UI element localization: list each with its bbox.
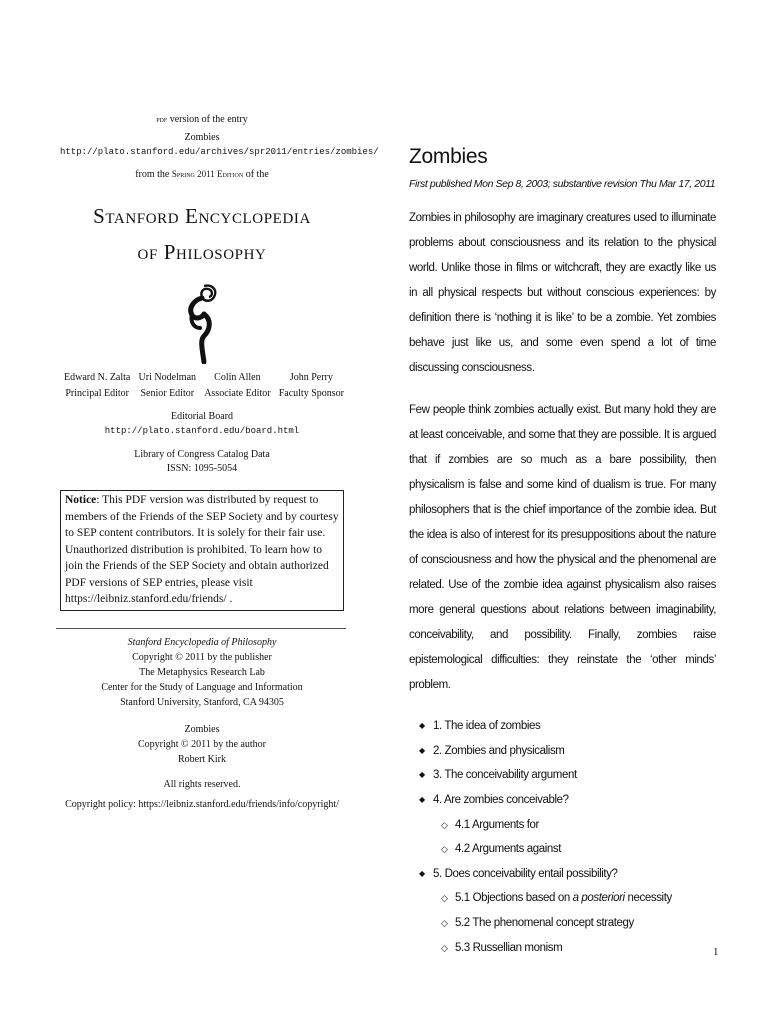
- publisher-center: Center for the Study of Language and Information: [101, 681, 303, 693]
- publication-info: First published Mon Sep 8, 2003; substantive revision Thu Mar 17, 2011: [409, 178, 716, 190]
- editor-name: Uri Nodelman: [138, 372, 197, 383]
- editorial-board-url[interactable]: http://plato.stanford.edu/board.html: [104, 426, 300, 436]
- toc-item[interactable]: [409, 862, 716, 887]
- toc-link[interactable]: 4.2 Arguments against: [455, 843, 562, 856]
- open-diamond-icon: ◇: [441, 844, 448, 855]
- editor-name: Edward N. Zalta: [64, 372, 131, 383]
- pdf-version-line: [60, 112, 344, 127]
- encyclopedia-title: [60, 198, 344, 270]
- pdf-abbr: pdf: [156, 114, 168, 124]
- editors-row: [64, 370, 344, 402]
- filled-diamond-icon: ◆: [419, 721, 425, 730]
- editor-allen: [204, 370, 270, 402]
- toc-item[interactable]: [409, 788, 716, 813]
- edition-line: [60, 167, 344, 182]
- author-block-title: Zombies: [184, 723, 220, 735]
- table-of-contents: [409, 714, 716, 960]
- editorial-board-label: Editorial Board: [171, 411, 233, 422]
- publisher-copyright: Copyright © 2011 by the publisher: [132, 651, 272, 663]
- publisher-lab: The Metaphysics Research Lab: [139, 666, 265, 678]
- toc-link[interactable]: 3. The conceivability argument: [433, 769, 577, 782]
- open-diamond-icon: ◇: [441, 942, 448, 953]
- publisher-address: Stanford University, Stanford, CA 94305: [120, 696, 284, 708]
- entry-name: Zombies: [184, 132, 220, 143]
- page-number: 1: [713, 946, 719, 958]
- pdf-version-text: version of the entry: [167, 114, 248, 125]
- toc-subitem[interactable]: [409, 936, 716, 961]
- toc-link[interactable]: 5.2 The phenomenal concept strategy: [455, 917, 634, 930]
- toc-text-italic: a posteriori: [572, 892, 625, 905]
- editor-zalta: [64, 370, 130, 402]
- toc-link[interactable]: 5.3 Russellian monism: [455, 942, 563, 954]
- toc-item[interactable]: [409, 739, 716, 764]
- toc-text: 5.1 Objections based on: [455, 892, 573, 905]
- filled-diamond-icon: ◆: [419, 794, 425, 804]
- editor-name: John Perry: [289, 372, 333, 383]
- notice-box: [60, 490, 344, 611]
- encyclopedia-title-line1: Stanford Encyclopedia: [93, 204, 311, 228]
- toc-link[interactable]: 1. The idea of zombies: [433, 720, 541, 733]
- rights-text: All rights reserved.: [163, 778, 241, 790]
- author-copyright-block: [60, 722, 344, 767]
- toc-subitem[interactable]: [409, 837, 716, 862]
- toc-text: necessity: [624, 892, 672, 905]
- rights-block: [60, 777, 344, 812]
- notice-text: : This PDF version was distributed by request to members of the Friends of the SEP Society and by courtesy to SEP content contributors. It is solely for their fair use. Unauthorized distribution is prohibited. To learn how to join the Friends of the SEP Society and obtain authorized PDF versions of SEP entries, please visit https://leibniz.stanford.edu/friends/ .: [65, 494, 339, 605]
- toc-subitem[interactable]: [409, 886, 716, 911]
- open-diamond-icon: ◇: [441, 918, 448, 929]
- open-diamond-icon: ◇: [441, 893, 448, 904]
- filled-diamond-icon: ◆: [419, 868, 425, 878]
- toc-item[interactable]: [409, 714, 716, 739]
- toc-subitem[interactable]: [409, 813, 716, 838]
- entry-column: [409, 142, 716, 960]
- filled-diamond-icon: ◆: [419, 770, 425, 780]
- entry-title: Zombies: [409, 145, 488, 168]
- publisher-copyright-block: [60, 635, 344, 710]
- issn: ISSN: 1095-5054: [166, 463, 238, 474]
- catalog-label: Library of Congress Catalog Data: [134, 449, 270, 460]
- toc-subitem[interactable]: [409, 911, 716, 936]
- encyclopedia-title-line2: of Philosophy: [137, 240, 267, 264]
- divider-line: [56, 628, 346, 629]
- author-name: Robert Kirk: [177, 753, 227, 765]
- toc-link[interactable]: 5. Does conceivability entail possibility?: [433, 868, 618, 881]
- editor-role: Associate Editor: [204, 388, 271, 399]
- open-diamond-icon: ◇: [441, 819, 448, 830]
- editor-role: Principal Editor: [65, 388, 129, 399]
- filled-diamond-icon: ◆: [419, 745, 425, 755]
- editor-role: Senior Editor: [140, 388, 195, 399]
- toc-item[interactable]: [409, 763, 716, 788]
- edition-suffix: of the: [243, 169, 269, 180]
- editor-perry: [279, 370, 344, 402]
- title-page-column: [60, 112, 379, 812]
- entry-url[interactable]: http://plato.stanford.edu/archives/spr2011/entries/zombies/: [60, 147, 379, 157]
- notice-label: Notice: [65, 494, 97, 506]
- copyright-policy: Copyright policy: https://leibniz.stanford.edu/friends/info/copyright/: [65, 798, 339, 810]
- toc-link[interactable]: 4.1 Arguments for: [455, 818, 539, 831]
- publisher-title: Stanford Encyclopedia of Philosophy: [127, 636, 277, 648]
- thinker-logo-icon: [182, 284, 222, 364]
- toc-link[interactable]: [455, 893, 672, 905]
- edition-prefix: from the: [135, 169, 172, 180]
- editor-name: Colin Allen: [214, 372, 261, 383]
- toc-link[interactable]: 2. Zombies and physicalism: [433, 744, 565, 757]
- intro-paragraph-1: Zombies in philosophy are imaginary creatures used to illuminate problems about consciousness and its relation to the physical world. Unlike those in films or witchcraft, they are exactly like us in all physical respects but without conscious experiences: by definition there is ‘nothing it is like’ to be a zombie. Yet zombies behave just like us, and some even spend a lot of time discussing consciousness.: [409, 212, 716, 374]
- toc-link[interactable]: 4. Are zombies conceivable?: [433, 794, 569, 807]
- edition-name: Spring 2011 Edition: [171, 169, 244, 179]
- author-copyright: Copyright © 2011 by the author: [137, 738, 267, 750]
- editor-nodelman: [139, 370, 197, 402]
- editor-role: Faculty Sponsor: [278, 388, 344, 399]
- intro-paragraph-2: Few people think zombies actually exist. But many hold they are at least conceivable, and some that they are possible. It is argued that if zombies are so much as a bare possibility, then physicalism is false and some kind of dualism is true. For many philosophers that is the chief importance of the zombie idea. But the idea is also of interest for its presuppositions about the nature of consciousness and how the physical and the phenomenal are related. Use of the zombie idea against physicalism also raises more general questions about relations between imaginability, conceivability, and possibility. Finally, zombies raise epistemological difficulties: they reinstate the ‘other minds’ problem.: [409, 404, 716, 691]
